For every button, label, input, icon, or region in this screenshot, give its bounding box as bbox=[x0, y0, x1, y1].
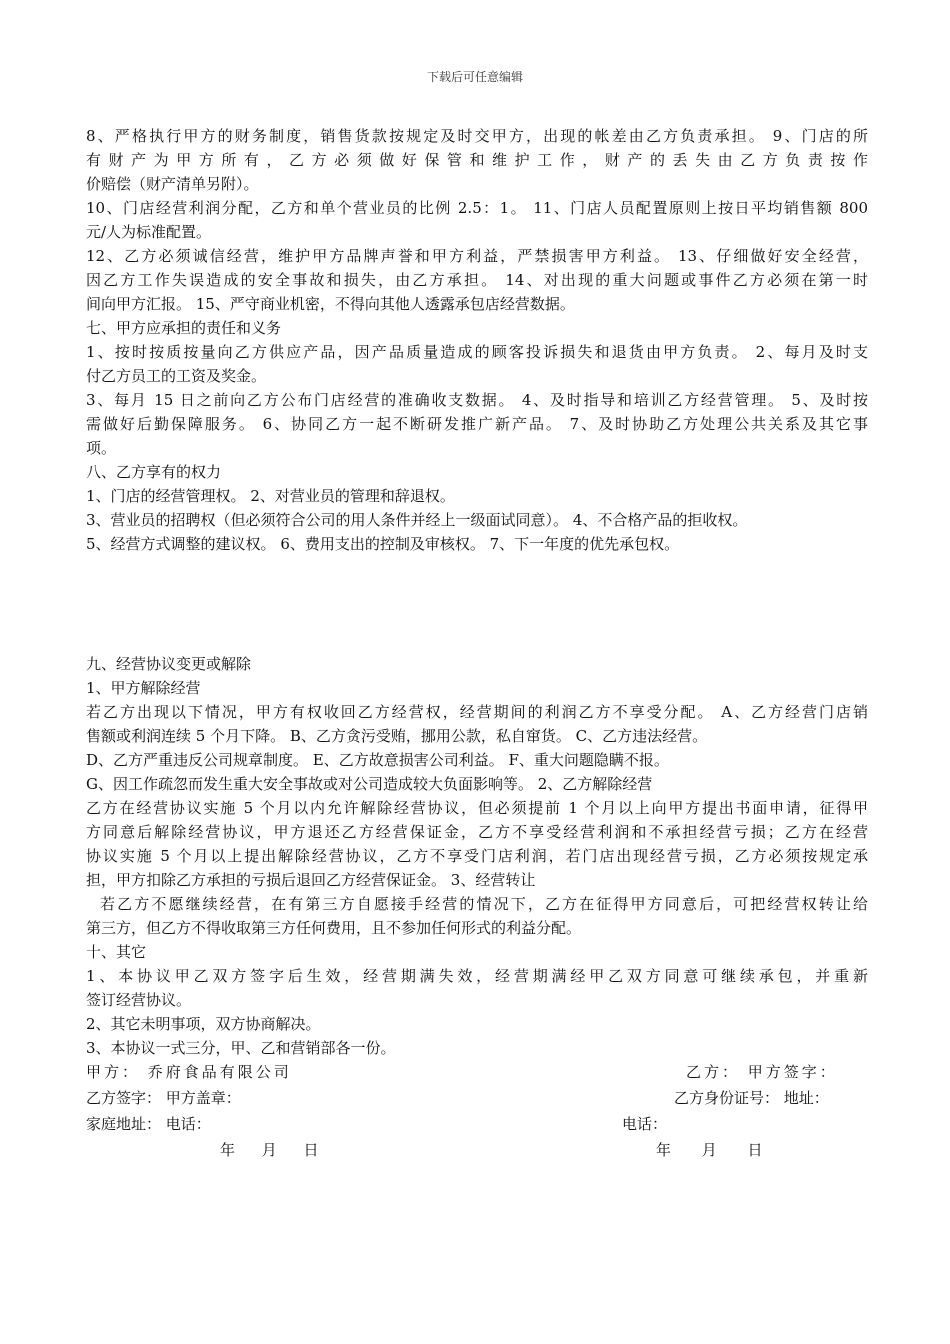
signature-row-4 bbox=[86, 1138, 868, 1164]
paragraph-line: 签订经营协议。 bbox=[86, 991, 192, 1009]
page-gap bbox=[86, 556, 868, 652]
id-address-label: 乙方身份证号： 地址： bbox=[674, 1089, 829, 1107]
phone-label: 电话： bbox=[622, 1115, 668, 1133]
paragraph-line: 12、乙方必须诚信经营，维护甲方品牌声誉和甲方利益，严禁损害甲方利益。 13、仔细做好安全经营， bbox=[86, 247, 868, 265]
paragraph-line: 第三方，但乙方不得收取第三方任何费用，且不参加任何形式的利益分配。 bbox=[86, 919, 582, 937]
paragraph bbox=[86, 460, 868, 484]
paragraph-line: 方同意后解除经营协议，甲方退还乙方经营保证金，乙方不享受经营利润和不承担经营亏损；乙方在经营 bbox=[86, 823, 868, 841]
home-address-phone-label: 家庭地址： 电话： bbox=[86, 1115, 211, 1133]
paragraph-line: 付乙方员工的工资及奖金。 bbox=[86, 367, 267, 385]
paragraph-line: 3、每月 15 日之前向乙方公布门店经营的准确收支数据。 4、及时指导和培训乙方经营管理。 5、及时按 bbox=[86, 391, 868, 409]
paragraph bbox=[86, 124, 868, 196]
paragraph-line: 若乙方出现以下情况，甲方有权收回乙方经营权，经营期间的利润乙方不享受分配。 A、乙方经营门店销 bbox=[86, 703, 868, 721]
paragraph bbox=[86, 1036, 868, 1060]
paragraph-line: 项。 bbox=[86, 439, 117, 457]
paragraph-line: D、乙方严重违反公司规章制度。 E、乙方故意损害公司利益。 F、重大问题隐瞒不报。 bbox=[86, 751, 669, 769]
paragraph-line: 七、甲方应承担的责任和义务 bbox=[86, 319, 282, 337]
signature-row-3 bbox=[86, 1112, 868, 1138]
paragraph bbox=[86, 532, 868, 556]
paragraph bbox=[86, 940, 868, 964]
paragraph bbox=[86, 340, 868, 388]
paragraph-line: 售额或利润连续 5 个月下降。 B、乙方贪污受贿，挪用公款，私自窜货。 C、乙方违法经营。 bbox=[86, 727, 708, 745]
paragraph bbox=[86, 244, 868, 316]
paragraph-line: 1、本协议甲乙双方签字后生效，经营期满失效，经营期满经甲乙双方同意可继续承包，并重新 bbox=[86, 967, 868, 985]
paragraph bbox=[86, 700, 868, 748]
paragraph-line: 1、甲方解除经营 bbox=[86, 679, 201, 697]
paragraph-line: 元/人为标准配置。 bbox=[86, 223, 212, 241]
paragraph bbox=[86, 748, 868, 772]
paragraph bbox=[86, 316, 868, 340]
paragraph-line: 3、营业员的招聘权（但必须符合公司的用人条件并经上一级面试同意）。 4、不合格产品的拒收权。 bbox=[86, 511, 748, 529]
paragraph-line: 九、经营协议变更或解除 bbox=[86, 655, 252, 673]
contract-clauses-part-1 bbox=[86, 124, 868, 556]
paragraph-line: 价赔偿（财产清单另附）。 bbox=[86, 175, 259, 193]
paragraph-line: 1、按时按质按量向乙方供应产品，因产品质量造成的顾客投诉损失和退货由甲方负责。 2、每月及时支 bbox=[86, 343, 868, 361]
paragraph-line: 需做好后勤保障服务。 6、协同乙方一起不断研发推广新产品。 7、及时协助乙方处理公共关系及其它事 bbox=[86, 415, 868, 433]
paragraph-line: 担，甲方扣除乙方承担的亏损后退回乙方经营保证金。 3、经营转让 bbox=[86, 871, 536, 889]
paragraph-line: 5、经营方式调整的建议权。 6、费用支出的控制及审核权。 7、下一年度的优先承包权。 bbox=[86, 535, 680, 553]
page-header: 下载后可任意编辑 bbox=[426, 70, 523, 84]
sign-seal-label: 乙方签字： 甲方盖章： bbox=[86, 1089, 241, 1107]
paragraph bbox=[86, 484, 868, 508]
signature-row-1 bbox=[86, 1060, 868, 1086]
paragraph bbox=[86, 676, 868, 700]
paragraph-line: 3、本协议一式三分，甲、乙和营销部各一份。 bbox=[86, 1039, 396, 1057]
signature-row-2 bbox=[86, 1086, 868, 1112]
paragraph-line: 乙方在经营协议实施 5 个月以内允许解除经营协议，但必须提前 1 个月以上向甲方提出书面申请，征得甲 bbox=[86, 799, 868, 817]
contract-clauses-part-2 bbox=[86, 652, 868, 1060]
paragraph-line: 因乙方工作失误造成的安全事故和损失，由乙方承担。 14、对出现的重大问题或事件乙方必须在第一时 bbox=[86, 271, 868, 289]
paragraph-line: 协议实施 5 个月以上提出解除经营协议，乙方不享受门店利润，若门店出现经营亏损，乙方必须按规定承 bbox=[86, 847, 868, 865]
document-body bbox=[86, 124, 868, 1164]
paragraph-line: 间向甲方汇报。 15、严守商业机密，不得向其他人透露承包店经营数据。 bbox=[86, 295, 575, 313]
paragraph-line: 2、其它未明事项，双方协商解决。 bbox=[86, 1015, 321, 1033]
paragraph-line: 八、乙方享有的权力 bbox=[86, 463, 222, 481]
paragraph bbox=[86, 1012, 868, 1036]
paragraph-line: G、因工作疏忽而发生重大安全事故或对公司造成较大负面影响等。 2、乙方解除经营 bbox=[86, 775, 653, 793]
paragraph-line: 8、严格执行甲方的财务制度，销售货款按规定及时交甲方，出现的帐差由乙方负责承担。 9、门店的所 bbox=[86, 127, 868, 145]
paragraph bbox=[86, 196, 868, 244]
party-a-name: 甲方： 乔府食品有限公司 bbox=[86, 1063, 292, 1081]
paragraph-line: 有财产为甲方所有，乙方必须做好保管和维护工作，财产的丢失由乙方负责按作 bbox=[86, 151, 868, 169]
signature-block bbox=[86, 1060, 868, 1164]
date-left: 年 月 日 bbox=[220, 1141, 319, 1159]
paragraph-line: 10、门店经营利润分配，乙方和单个营业员的比例 2.5：1。 11、门店人员配置原则上按日平均销售额 800 bbox=[86, 199, 868, 217]
paragraph bbox=[86, 388, 868, 460]
paragraph bbox=[86, 772, 868, 796]
paragraph bbox=[86, 508, 868, 532]
paragraph-line: 若乙方不愿继续经营，在有第三方自愿接手经营的情况下，乙方在征得甲方同意后，可把经营权转让给 bbox=[100, 895, 868, 913]
paragraph-line: 1、门店的经营管理权。 2、对营业员的管理和辞退权。 bbox=[86, 487, 455, 505]
paragraph-line: 十、其它 bbox=[86, 943, 147, 961]
paragraph bbox=[86, 652, 868, 676]
paragraph bbox=[86, 892, 868, 940]
paragraph bbox=[86, 796, 868, 892]
paragraph bbox=[86, 964, 868, 1012]
date-right: 年 月 日 bbox=[656, 1141, 763, 1159]
party-b-sign-label: 乙方： 甲方签字： bbox=[686, 1063, 838, 1081]
